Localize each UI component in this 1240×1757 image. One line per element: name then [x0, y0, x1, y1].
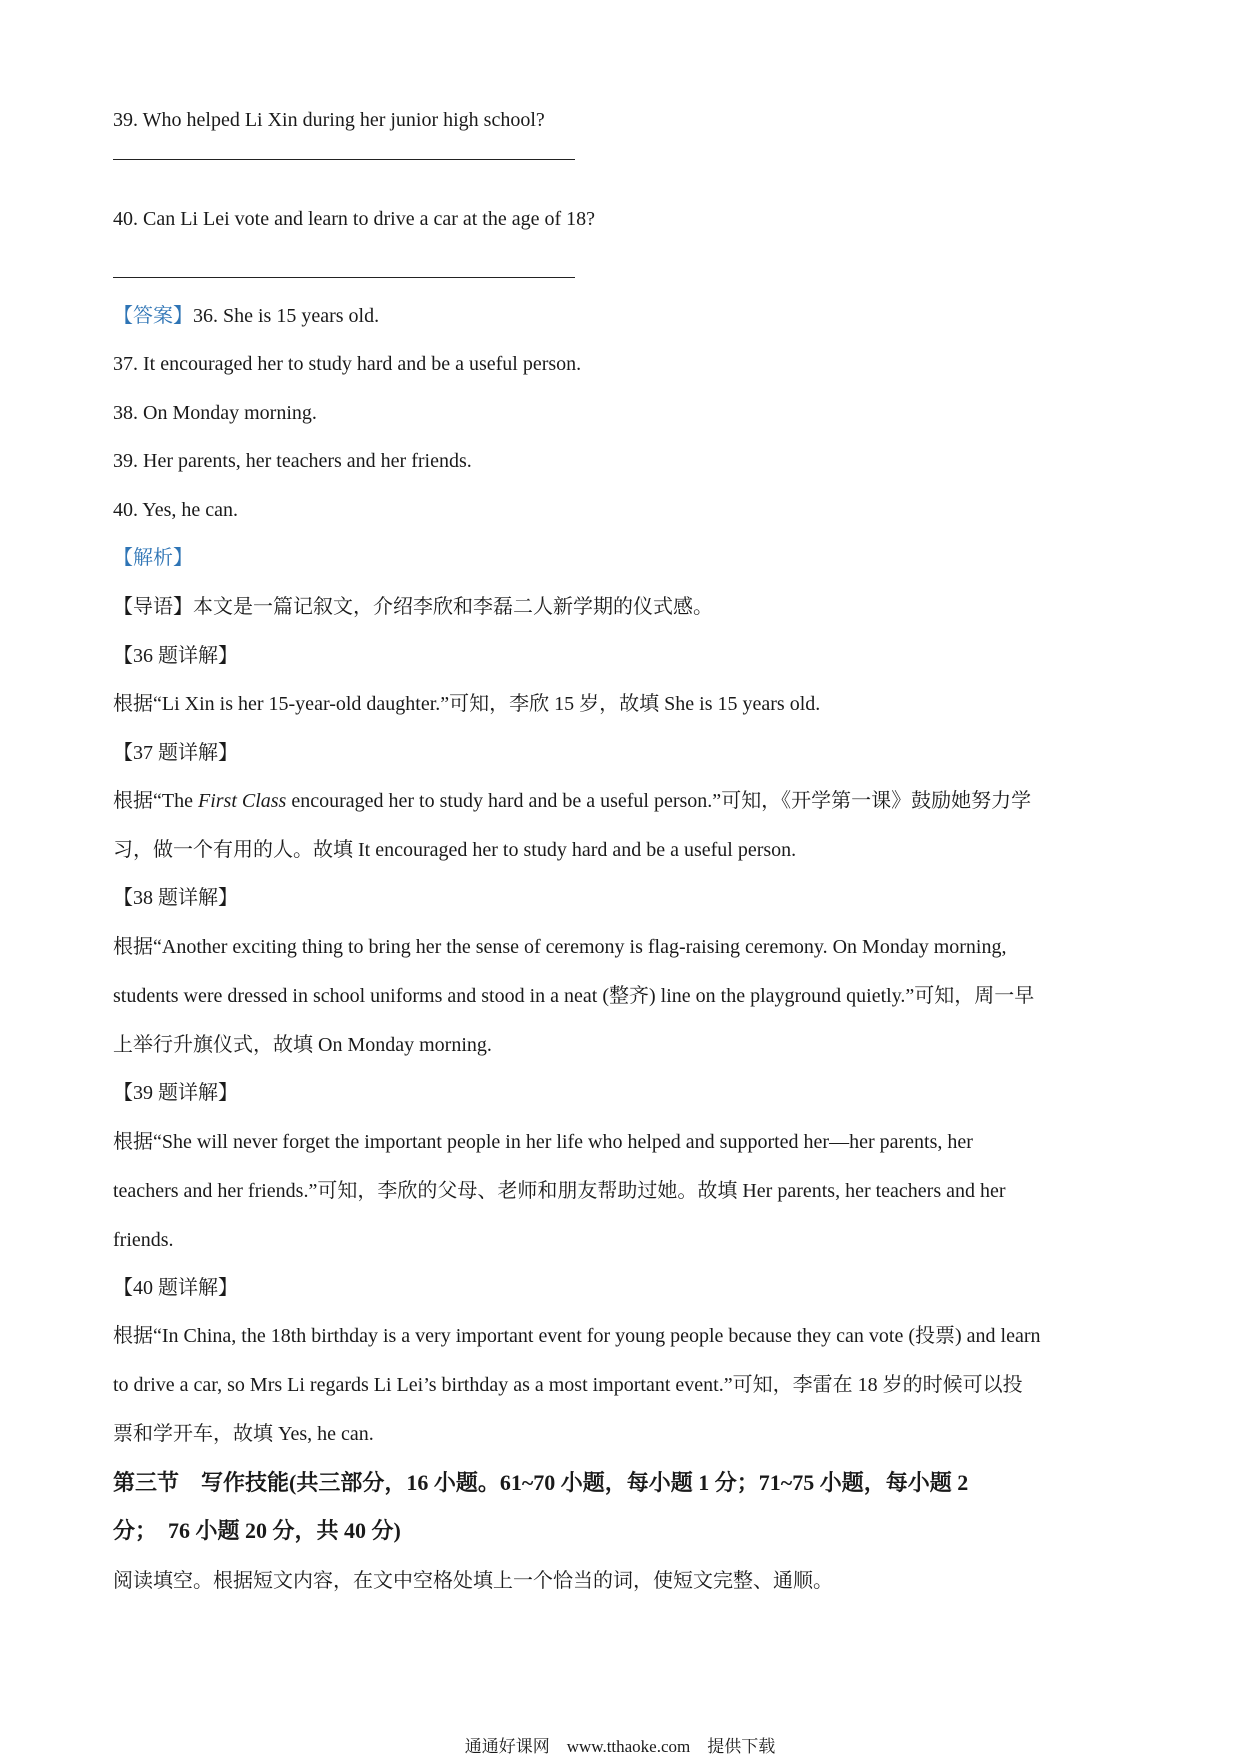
analysis-label: 【解析】: [113, 547, 193, 569]
question-39: 39. Who helped Li Xin during her junior high school?: [113, 109, 545, 131]
italic-title: First Class: [197, 790, 287, 812]
explanation-38-line-1: 根据“Another exciting thing to bring her the sense of ceremony is flag-raising ceremony. On Monday morning,: [113, 936, 1007, 958]
answer-38: 38. On Monday morning.: [113, 402, 317, 424]
question-40: 40. Can Li Lei vote and learn to drive a car at the age of 18?: [113, 208, 596, 230]
explanation-39-line-3: friends.: [113, 1229, 174, 1251]
section-instruction: 阅读填空。根据短文内容，在文中空格处填上一个恰当的词，使短文完整、通顺。: [113, 1570, 833, 1592]
analysis-intro: 【导语】本文是一篇记叙文，介绍李欣和李磊二人新学期的仪式感。: [113, 596, 713, 618]
explanation-38-line-2: students were dressed in school uniforms and stood in a neat (整齐) line on the playground quietly.”可知，周一早: [113, 985, 1035, 1007]
answer-36-line: [113, 302, 379, 330]
answer-blank-line: [113, 159, 575, 160]
section-title-line-2: 分； 76 小题 20 分，共 40 分): [113, 1518, 401, 1543]
answer-blank-line: [113, 277, 575, 278]
explanation-37-line-1: [113, 787, 1031, 815]
explanation-40-line-1: 根据“In China, the 18th birthday is a very important event for young people because they can vote (投票) and learn: [113, 1325, 1041, 1347]
heading-37: 【37 题详解】: [113, 742, 238, 764]
heading-36: 【36 题详解】: [113, 645, 238, 667]
section-title-line-1: 第三节 写作技能(共三部分，16 小题。61~70 小题，每小题 1 分；71~75 小题，每小题 2: [113, 1470, 969, 1495]
heading-40: 【40 题详解】: [113, 1277, 238, 1299]
explanation-text: 根据“The: [113, 790, 198, 812]
explanation-36: 根据“Li Xin is her 15-year-old daughter.”可知，李欣 15 岁，故填 She is 15 years old.: [113, 693, 821, 715]
explanation-39-line-2: teachers and her friends.”可知，李欣的父母、老师和朋友帮助过她。故填 Her parents, her teachers and her: [113, 1180, 1006, 1202]
page-footer: 通通好课网 www.tthaoke.com 提供下载: [464, 1737, 776, 1756]
answer-39: 39. Her parents, her teachers and her friends.: [113, 450, 472, 472]
answer-40: 40. Yes, he can.: [113, 499, 238, 521]
explanation-40-line-2: to drive a car, so Mrs Li regards Li Lei’s birthday as a most important event.”可知，李雷在 18 岁的时候可以投: [113, 1374, 1023, 1396]
explanation-39-line-1: 根据“She will never forget the important people in her life who helped and supported her—her parents, her: [113, 1131, 973, 1153]
answer-label: 【答案】: [113, 305, 193, 327]
explanation-37-line-2: 习，做一个有用的人。故填 It encouraged her to study hard and be a useful person.: [113, 839, 797, 861]
explanation-40-line-3: 票和学开车，故填 Yes, he can.: [113, 1423, 374, 1445]
heading-39: 【39 题详解】: [113, 1082, 238, 1104]
explanation-text: encouraged her to study hard and be a useful person.”可知，《开学第一课》鼓励她努力学: [286, 790, 1032, 812]
explanation-38-line-3: 上举行升旗仪式，故填 On Monday morning.: [113, 1034, 492, 1056]
heading-38: 【38 题详解】: [113, 887, 238, 909]
answer-36: 36. She is 15 years old.: [193, 305, 380, 327]
answer-37: 37. It encouraged her to study hard and be a useful person.: [113, 353, 582, 375]
